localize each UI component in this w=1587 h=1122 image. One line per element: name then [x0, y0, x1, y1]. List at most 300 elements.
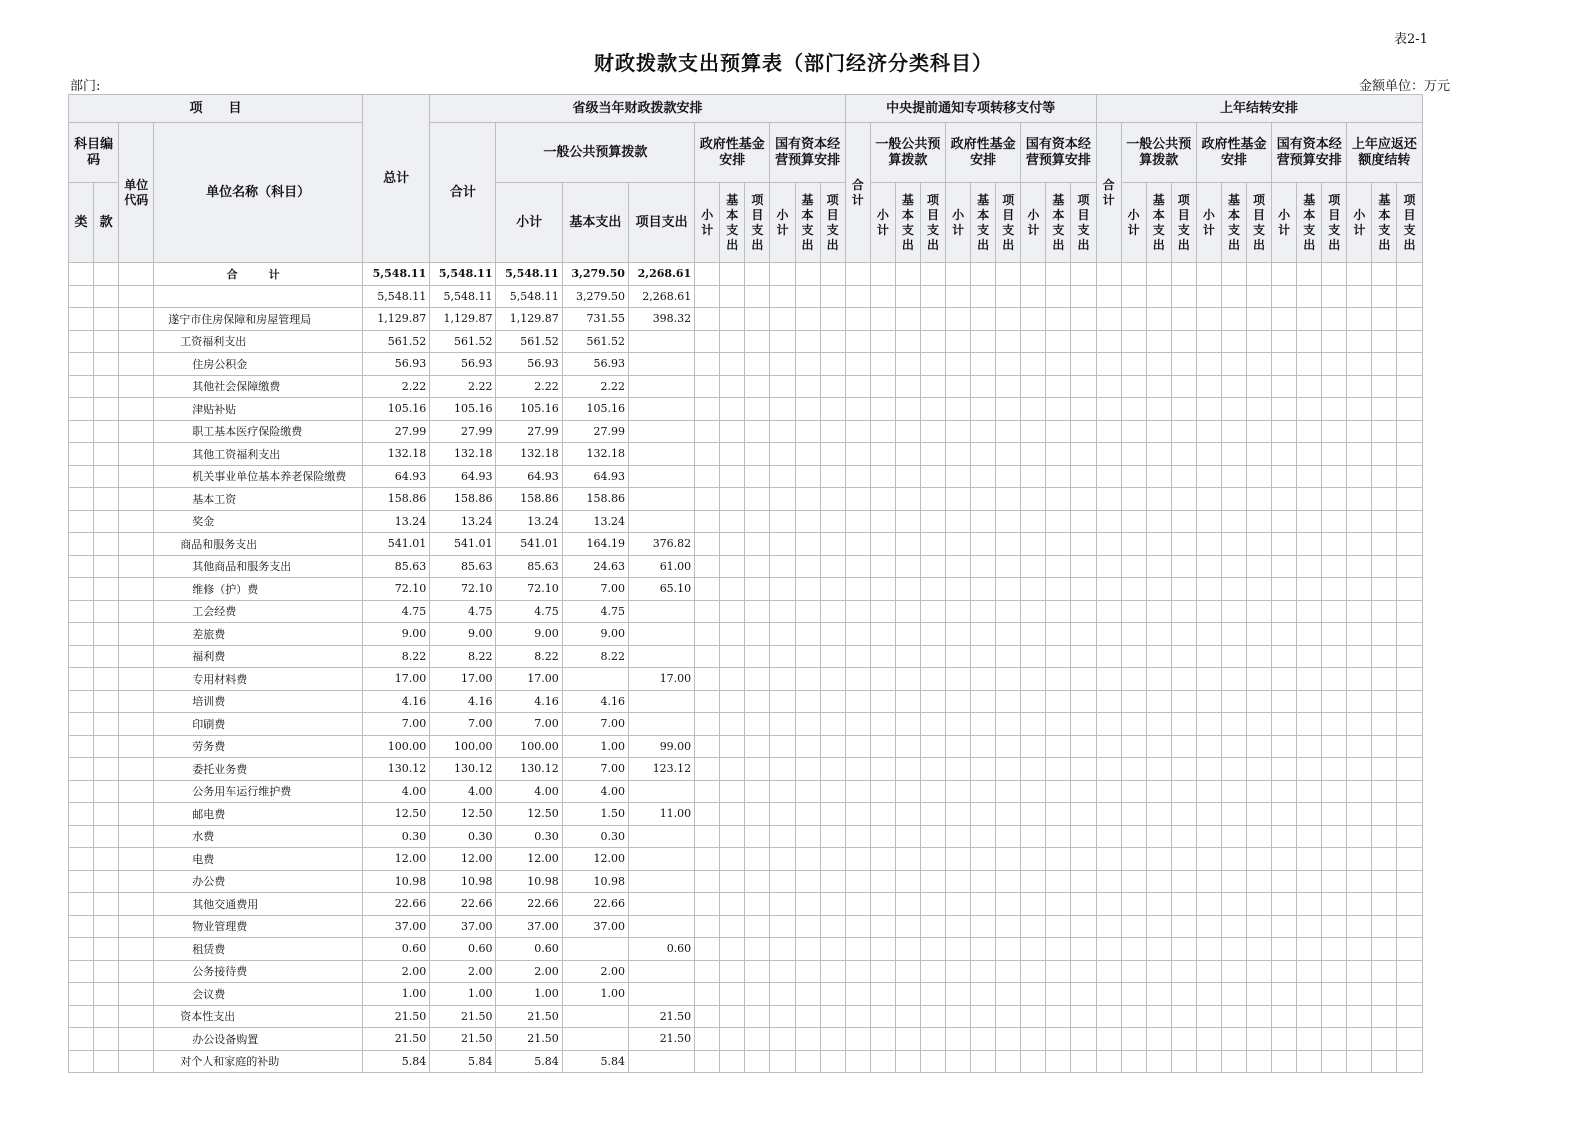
cell-empty	[845, 713, 870, 736]
cell-section	[94, 420, 119, 443]
cell-empty	[1272, 623, 1297, 646]
cell-empty	[795, 1050, 820, 1073]
cell-general-basic: 22.66	[562, 893, 628, 916]
cell-empty	[820, 600, 845, 623]
cell-empty	[795, 870, 820, 893]
cell-empty	[1221, 1028, 1246, 1051]
cell-empty	[1196, 713, 1221, 736]
table-row	[69, 488, 1448, 511]
cell-empty	[1221, 803, 1246, 826]
cell-empty	[770, 690, 795, 713]
cell-general-project	[628, 848, 694, 871]
cell-empty	[996, 285, 1021, 308]
cell-prov-sum: 0.30	[430, 825, 496, 848]
cell-empty	[1096, 803, 1121, 826]
cell-empty	[1171, 330, 1196, 353]
cell-empty	[820, 645, 845, 668]
cell-empty	[1146, 735, 1171, 758]
cell-empty	[1146, 870, 1171, 893]
cell-empty	[946, 623, 971, 646]
cell-empty	[1221, 848, 1246, 871]
cell-empty	[770, 668, 795, 691]
cell-empty	[1397, 645, 1422, 668]
cell-empty	[1372, 960, 1397, 983]
cell-general-basic: 2.00	[562, 960, 628, 983]
cell-empty	[1221, 398, 1246, 421]
cell-empty	[920, 398, 945, 421]
cell-empty	[1322, 870, 1347, 893]
cell-class	[69, 353, 94, 376]
cell-empty	[845, 555, 870, 578]
cell-unit-name: 其他商品和服务支出	[154, 555, 363, 578]
header-central-state-capital: 国有资本经营预算安排	[1021, 123, 1096, 183]
cell-empty	[1322, 713, 1347, 736]
cell-empty	[770, 555, 795, 578]
cell-empty	[996, 1005, 1021, 1028]
cell-unit-code	[119, 1005, 154, 1028]
cell-empty	[1397, 713, 1422, 736]
cell-empty	[870, 578, 895, 601]
cell-empty	[1322, 825, 1347, 848]
cell-empty	[1297, 870, 1322, 893]
cell-empty	[720, 1050, 745, 1073]
cell-empty	[845, 443, 870, 466]
cell-empty	[1196, 1005, 1221, 1028]
cell-total: 5,548.11	[363, 285, 430, 308]
cell-empty	[1196, 375, 1221, 398]
cell-section	[94, 510, 119, 533]
cell-empty	[820, 983, 845, 1006]
cell-empty	[996, 398, 1021, 421]
cell-empty	[745, 263, 770, 286]
cell-empty	[1021, 330, 1046, 353]
cell-empty	[1096, 353, 1121, 376]
cell-empty	[895, 870, 920, 893]
cell-empty	[795, 375, 820, 398]
budget-table	[68, 94, 1448, 1073]
cell-empty	[770, 713, 795, 736]
cell-empty	[1021, 443, 1046, 466]
cell-unit-name: 公务用车运行维护费	[154, 780, 363, 803]
cell-empty	[1247, 803, 1272, 826]
cell-empty	[946, 1050, 971, 1073]
cell-empty	[1121, 623, 1146, 646]
cell-empty	[1397, 983, 1422, 1006]
cell-empty	[1272, 825, 1297, 848]
cell-empty	[1146, 758, 1171, 781]
cell-empty	[1196, 600, 1221, 623]
cell-empty	[1071, 488, 1096, 511]
cell-empty	[795, 330, 820, 353]
header-central-fund-basic: 基本支出	[971, 183, 996, 263]
cell-empty	[1046, 488, 1071, 511]
cell-section	[94, 308, 119, 331]
cell-empty	[1021, 398, 1046, 421]
cell-empty	[695, 308, 720, 331]
cell-class	[69, 758, 94, 781]
header-prev-return-project: 项目支出	[1397, 183, 1422, 263]
cell-general-basic	[562, 1005, 628, 1028]
cell-empty	[795, 578, 820, 601]
cell-empty	[870, 960, 895, 983]
cell-empty	[920, 375, 945, 398]
cell-empty	[996, 870, 1021, 893]
cell-empty	[1071, 510, 1096, 533]
cell-empty	[895, 443, 920, 466]
cell-empty	[996, 803, 1021, 826]
cell-empty	[1021, 758, 1046, 781]
cell-empty	[971, 668, 996, 691]
cell-empty	[920, 353, 945, 376]
cell-empty	[1397, 870, 1422, 893]
cell-empty	[1171, 893, 1196, 916]
header-prev-general-subtotal: 小计	[1121, 183, 1146, 263]
table-row	[69, 1028, 1448, 1051]
cell-empty	[1247, 870, 1272, 893]
cell-general-project	[628, 488, 694, 511]
cell-unit-code	[119, 915, 154, 938]
cell-empty	[1121, 578, 1146, 601]
cell-empty	[1046, 398, 1071, 421]
cell-empty	[1196, 735, 1221, 758]
cell-empty	[920, 690, 945, 713]
cell-empty	[996, 533, 1021, 556]
cell-empty	[795, 398, 820, 421]
cell-empty	[1121, 263, 1146, 286]
cell-empty	[996, 1028, 1021, 1051]
cell-empty	[1096, 1005, 1121, 1028]
table-row	[69, 915, 1448, 938]
cell-unit-name: 资本性支出	[154, 1005, 363, 1028]
cell-empty	[1146, 285, 1171, 308]
cell-empty	[820, 1028, 845, 1051]
cell-empty	[1096, 555, 1121, 578]
cell-empty	[795, 353, 820, 376]
cell-empty	[1297, 668, 1322, 691]
cell-empty	[1347, 533, 1372, 556]
cell-empty	[1247, 668, 1272, 691]
cell-empty	[1071, 465, 1096, 488]
cell-empty	[820, 668, 845, 691]
header-central-capital-basic: 基本支出	[1046, 183, 1071, 263]
cell-empty	[720, 713, 745, 736]
cell-empty	[770, 533, 795, 556]
header-prev-capital-basic: 基本支出	[1297, 183, 1322, 263]
cell-unit-code	[119, 803, 154, 826]
cell-empty	[971, 848, 996, 871]
cell-empty	[695, 803, 720, 826]
cell-class	[69, 960, 94, 983]
cell-empty	[895, 488, 920, 511]
cell-general-basic: 1.50	[562, 803, 628, 826]
cell-empty	[996, 848, 1021, 871]
cell-class	[69, 690, 94, 713]
cell-section	[94, 285, 119, 308]
cell-class	[69, 510, 94, 533]
cell-empty	[1196, 578, 1221, 601]
cell-general-project	[628, 420, 694, 443]
cell-empty	[971, 893, 996, 916]
cell-empty	[695, 780, 720, 803]
cell-general-subtotal: 2.22	[496, 375, 562, 398]
cell-general-basic	[562, 668, 628, 691]
cell-general-subtotal: 27.99	[496, 420, 562, 443]
cell-class	[69, 780, 94, 803]
cell-empty	[1021, 510, 1046, 533]
cell-empty	[1247, 465, 1272, 488]
cell-general-project	[628, 983, 694, 1006]
cell-empty	[895, 758, 920, 781]
cell-total: 8.22	[363, 645, 430, 668]
cell-empty	[795, 533, 820, 556]
cell-empty	[1272, 375, 1297, 398]
cell-total: 158.86	[363, 488, 430, 511]
cell-empty	[996, 893, 1021, 916]
cell-empty	[1221, 578, 1246, 601]
cell-general-basic: 13.24	[562, 510, 628, 533]
cell-empty	[1247, 780, 1272, 803]
cell-empty	[1171, 420, 1196, 443]
cell-empty	[845, 510, 870, 533]
cell-empty	[870, 263, 895, 286]
cell-empty	[1196, 758, 1221, 781]
cell-empty	[1322, 533, 1347, 556]
cell-empty	[870, 555, 895, 578]
cell-total: 1,129.87	[363, 308, 430, 331]
cell-empty	[695, 420, 720, 443]
header-section: 款	[94, 183, 119, 263]
cell-empty	[1297, 443, 1322, 466]
cell-empty	[1021, 600, 1046, 623]
cell-empty	[870, 465, 895, 488]
cell-empty	[745, 803, 770, 826]
cell-unit-name: 差旅费	[154, 623, 363, 646]
cell-empty	[1046, 870, 1071, 893]
cell-empty	[1171, 960, 1196, 983]
cell-empty	[1272, 848, 1297, 871]
table-row	[69, 443, 1448, 466]
cell-empty	[745, 735, 770, 758]
cell-empty	[946, 555, 971, 578]
cell-empty	[895, 803, 920, 826]
cell-section	[94, 758, 119, 781]
cell-empty	[1397, 690, 1422, 713]
cell-empty	[720, 488, 745, 511]
cell-general-project	[628, 870, 694, 893]
cell-empty	[795, 758, 820, 781]
header-unit-name: 单位名称（科目）	[154, 123, 363, 263]
cell-empty	[745, 780, 770, 803]
cell-empty	[1096, 308, 1121, 331]
cell-general-subtotal: 8.22	[496, 645, 562, 668]
cell-empty	[1347, 983, 1372, 1006]
cell-empty	[1322, 915, 1347, 938]
cell-empty	[895, 465, 920, 488]
cell-empty	[870, 1050, 895, 1073]
cell-empty	[996, 983, 1021, 1006]
cell-empty	[1071, 825, 1096, 848]
cell-empty	[1196, 420, 1221, 443]
cell-empty	[1071, 803, 1096, 826]
cell-total: 27.99	[363, 420, 430, 443]
cell-empty	[745, 668, 770, 691]
cell-empty	[720, 353, 745, 376]
cell-empty	[1372, 533, 1397, 556]
cell-unit-name: 机关事业单位基本养老保险缴费	[154, 465, 363, 488]
cell-empty	[845, 600, 870, 623]
cell-section	[94, 870, 119, 893]
cell-empty	[820, 420, 845, 443]
cell-general-project	[628, 960, 694, 983]
cell-empty	[1121, 330, 1146, 353]
cell-prov-sum: 9.00	[430, 623, 496, 646]
cell-class	[69, 465, 94, 488]
cell-empty	[946, 713, 971, 736]
cell-general-subtotal: 22.66	[496, 893, 562, 916]
cell-general-project	[628, 713, 694, 736]
cell-total: 2.22	[363, 375, 430, 398]
cell-empty	[946, 690, 971, 713]
cell-empty	[745, 533, 770, 556]
cell-empty	[1347, 713, 1372, 736]
cell-empty	[870, 353, 895, 376]
cell-empty	[1096, 825, 1121, 848]
cell-class	[69, 600, 94, 623]
cell-empty	[1021, 465, 1046, 488]
cell-empty	[920, 420, 945, 443]
cell-empty	[1322, 690, 1347, 713]
cell-empty	[946, 600, 971, 623]
cell-empty	[1322, 375, 1347, 398]
cell-empty	[820, 510, 845, 533]
cell-section	[94, 713, 119, 736]
cell-empty	[1146, 848, 1171, 871]
cell-empty	[695, 915, 720, 938]
cell-empty	[820, 938, 845, 961]
cell-empty	[745, 398, 770, 421]
cell-empty	[1397, 600, 1422, 623]
table-row	[69, 870, 1448, 893]
header-prev-fund-basic: 基本支出	[1221, 183, 1246, 263]
cell-empty	[695, 533, 720, 556]
cell-empty	[1297, 353, 1322, 376]
cell-empty	[695, 645, 720, 668]
table-row	[69, 690, 1448, 713]
cell-general-basic: 561.52	[562, 330, 628, 353]
cell-empty	[1322, 263, 1347, 286]
cell-total: 132.18	[363, 443, 430, 466]
cell-empty	[770, 375, 795, 398]
cell-general-subtotal: 4.00	[496, 780, 562, 803]
cell-class	[69, 645, 94, 668]
cell-class	[69, 915, 94, 938]
cell-general-subtotal: 130.12	[496, 758, 562, 781]
cell-empty	[820, 825, 845, 848]
cell-empty	[745, 488, 770, 511]
cell-general-basic: 10.98	[562, 870, 628, 893]
cell-empty	[946, 1028, 971, 1051]
cell-empty	[1221, 645, 1246, 668]
cell-empty	[1347, 803, 1372, 826]
cell-empty	[996, 420, 1021, 443]
cell-empty	[1196, 308, 1221, 331]
cell-empty	[1297, 488, 1322, 511]
cell-empty	[695, 375, 720, 398]
cell-empty	[1372, 983, 1397, 1006]
cell-empty	[795, 983, 820, 1006]
cell-general-subtotal: 13.24	[496, 510, 562, 533]
cell-empty	[1272, 645, 1297, 668]
cell-empty	[695, 870, 720, 893]
cell-empty	[996, 645, 1021, 668]
cell-empty	[770, 893, 795, 916]
cell-general-basic: 158.86	[562, 488, 628, 511]
cell-empty	[1096, 938, 1121, 961]
cell-empty	[1171, 825, 1196, 848]
cell-empty	[1221, 555, 1246, 578]
cell-empty	[870, 623, 895, 646]
cell-general-basic: 64.93	[562, 465, 628, 488]
cell-unit-code	[119, 780, 154, 803]
cell-empty	[1121, 983, 1146, 1006]
cell-empty	[1121, 375, 1146, 398]
cell-empty	[770, 623, 795, 646]
cell-empty	[1021, 420, 1046, 443]
cell-empty	[845, 848, 870, 871]
cell-empty	[920, 938, 945, 961]
cell-empty	[720, 735, 745, 758]
cell-empty	[1146, 263, 1171, 286]
cell-empty	[1322, 803, 1347, 826]
cell-empty	[1096, 330, 1121, 353]
header-central-general-subtotal: 小计	[870, 183, 895, 263]
cell-empty	[795, 1005, 820, 1028]
cell-empty	[845, 758, 870, 781]
cell-empty	[820, 870, 845, 893]
cell-empty	[1272, 555, 1297, 578]
cell-empty	[1347, 848, 1372, 871]
cell-unit-code	[119, 893, 154, 916]
cell-empty	[745, 375, 770, 398]
cell-empty	[1372, 713, 1397, 736]
cell-empty	[1347, 735, 1372, 758]
cell-empty	[1397, 578, 1422, 601]
cell-general-subtotal: 72.10	[496, 578, 562, 601]
cell-empty	[795, 803, 820, 826]
cell-class	[69, 443, 94, 466]
cell-empty	[745, 1005, 770, 1028]
cell-empty	[1071, 1050, 1096, 1073]
cell-empty	[1021, 803, 1046, 826]
cell-empty	[1096, 1028, 1121, 1051]
cell-empty	[1121, 1005, 1146, 1028]
cell-empty	[845, 870, 870, 893]
cell-empty	[1096, 668, 1121, 691]
cell-empty	[695, 825, 720, 848]
cell-empty	[920, 600, 945, 623]
table-row	[69, 533, 1448, 556]
cell-section	[94, 600, 119, 623]
cell-prov-sum: 5,548.11	[430, 285, 496, 308]
cell-general-project: 2,268.61	[628, 285, 694, 308]
cell-empty	[1046, 623, 1071, 646]
cell-empty	[695, 1028, 720, 1051]
cell-unit-code	[119, 578, 154, 601]
cell-total: 0.60	[363, 938, 430, 961]
cell-empty	[1322, 578, 1347, 601]
cell-empty	[1046, 330, 1071, 353]
cell-empty	[1397, 915, 1422, 938]
